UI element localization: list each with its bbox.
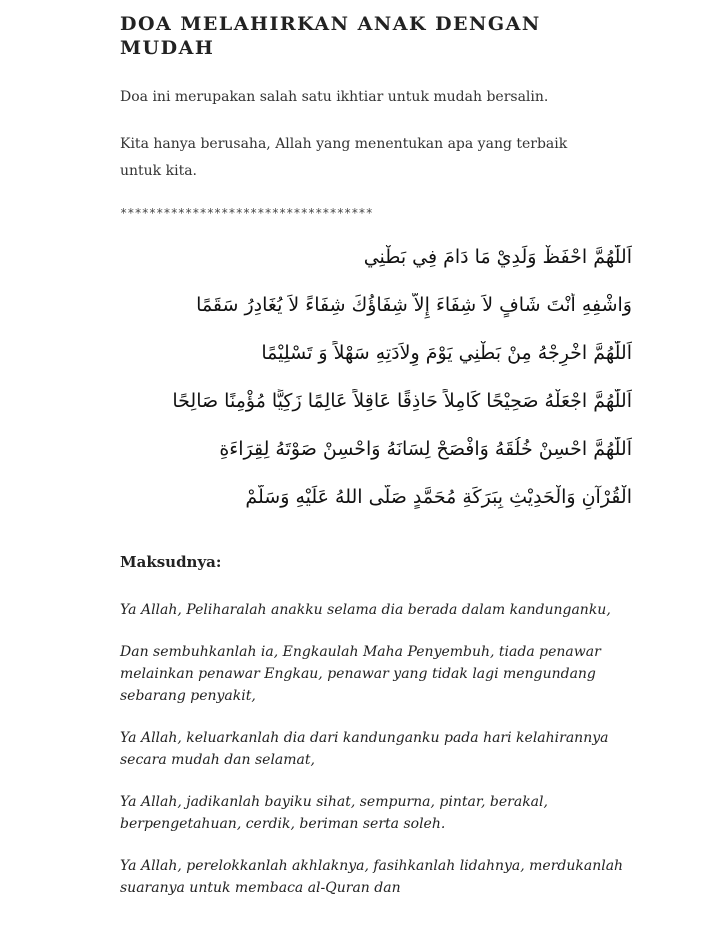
arabic-line: اَللّٰهُمَّ احْسِنْ خُلُقَهُ وَافْصَحْ لِسَانَهُ وَاحْسِنْ صَوْتَهُ لِقِرَاءَةِ bbox=[219, 438, 632, 460]
meaning-paragraph: Ya Allah, keluarkanlah dia dari kandunganku pada hari kelahirannya secara mudah dan selamat, bbox=[120, 730, 609, 768]
meaning-paragraph: Ya Allah, perelokkanlah akhlaknya, fasihkanlah lidahnya, merdukanlah suaranya untuk membaca al-Quran dan bbox=[120, 858, 624, 896]
meaning-heading: Maksudnya: bbox=[120, 553, 222, 571]
intro-note-paragraph: Kita hanya berusaha, Allah yang menentukan apa yang terbaik untuk kita. bbox=[120, 136, 568, 179]
meaning-paragraph: Dan sembuhkanlah ia, Engkaulah Maha Penyembuh, tiada penawar melainkan penawar Engkau, penawar yang tidak lagi mengundang sebarang penyakit, bbox=[120, 644, 601, 704]
arabic-line: اَللّٰهُمَّ احْفَظْ وَلَدِيْ مَا دَامَ فِي بَطْنِي bbox=[363, 246, 632, 268]
page-title: DOA MELAHIRKAN ANAK DENGAN MUDAH bbox=[120, 13, 541, 59]
separator-line: *********************************** bbox=[120, 206, 373, 220]
intro-paragraph: Doa ini merupakan salah satu ikhtiar untuk mudah bersalin. bbox=[120, 89, 549, 105]
arabic-line: الْقُرْآنِ وَالْحَدِيْثِ بِبَرَكَةِ مُحَمَّدٍ صَلَّى اللهُ عَلَيْهِ وَسَلَّمْ bbox=[245, 486, 632, 508]
arabic-line: وَاشْفِهِ أَنْتَ شَافٍ لاَ شِفَاءَ إِلاَّ شِفَاؤُكَ شِفَاءً لاَ يُغَادِرُ سَقَمًا bbox=[196, 294, 632, 316]
meaning-paragraph: Ya Allah, Peliharalah anakku selama dia berada dalam kandunganku, bbox=[120, 602, 611, 618]
arabic-prayer bbox=[120, 245, 632, 533]
arabic-line: اَللّٰهُمَّ اخْرِجْهُ مِنْ بَطْنِي يَوْمَ وِلاَدَتِهِ سَهْلاً وَ تَسْلِيْمًا bbox=[261, 342, 632, 364]
arabic-line: اَللّٰهُمَّ اجْعَلْهُ صَحِيْحًا كَامِلاً حَاذِقًا عَاقِلاً عَالِمًا زَكِيًّا مُؤْمِنًا صَالِحًا bbox=[172, 390, 632, 412]
meaning-paragraph: Ya Allah, jadikanlah bayiku sihat, sempurna, pintar, berakal, berpengetahuan, cerdik, beriman serta soleh. bbox=[120, 794, 548, 832]
